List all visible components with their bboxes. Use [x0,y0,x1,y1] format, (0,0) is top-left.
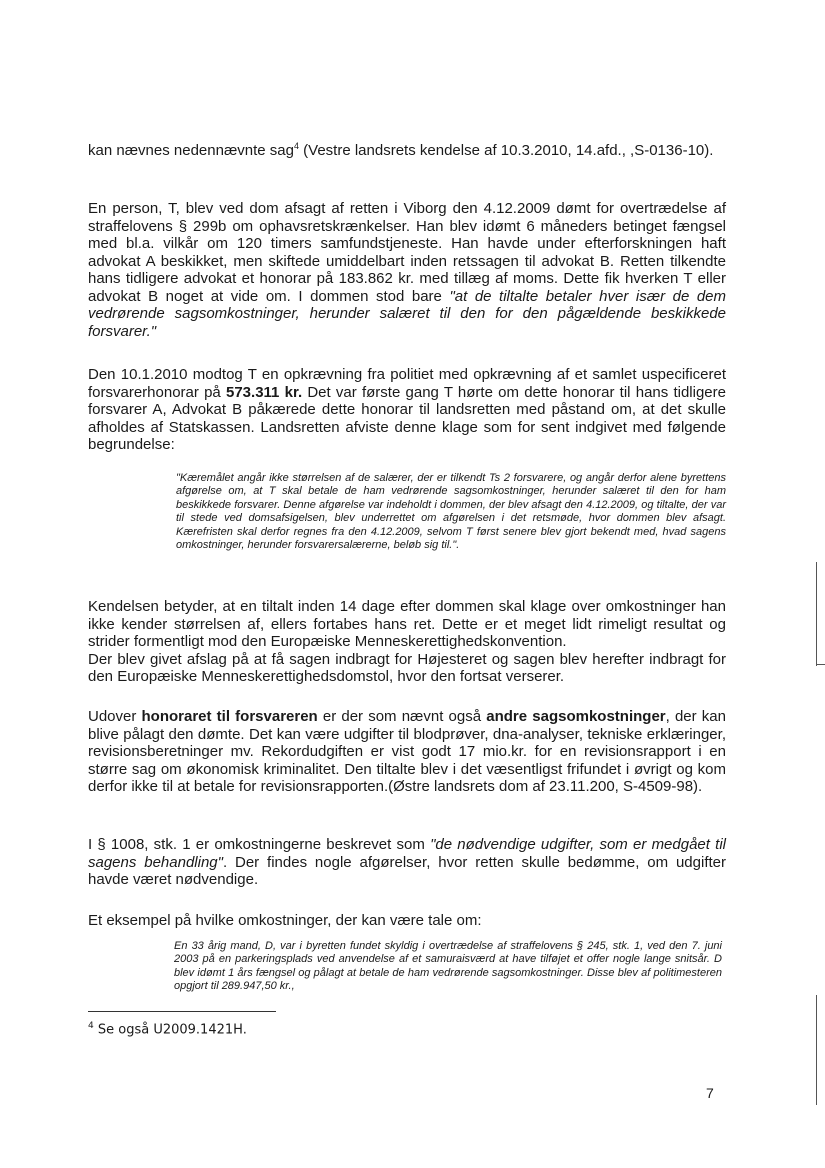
page-number: 7 [706,1085,714,1101]
quote-example-case: En 33 årig mand, D, var i byretten fundet skyldig i overtrædelse af straffelovens § 245, stk. 1, ved den 7. juni 2003 på en parkeringsplads ved anvendelse af et samuraisværd at have tilføjet et offer nogle lange snitsår. D blev idømt 1 års fængsel og pålagt at betale de ham vedrørende sagsomkostninger. Disse blev af politimesteren opgjort til 289.947,50 kr., [174,940,722,993]
footnote-number: 4 [88,1021,94,1031]
quote-court-ruling: "Kæremålet angår ikke størrelsen af de salærer, der er tilkendt Ts 2 forsvarere, og angår derfor alene byrettens afgørelse om, at T skal betale de ham vedrørende sagsomkostninger, herunder salæret til den for ham beskikkede forsvarer. Denne afgørelse var indeholdt i dommen, der blev afsagt den 4.12.2009, og tiltalte, der var til stede ved domsafsigelsen, blev underrettet om afgørelsen i det retsmøde, hvor dommen blev afsagt. Kærefristen skal derfor regnes fra den 4.12.2009, selvom T først senere blev gjort bekendt med, hvad sagens omkostninger, herunder forsvarersalærerne, beløb sig til.". [176,472,726,552]
footnote [88,1018,247,1038]
paragraph-example-intro: Et eksempel på hvilke omkostninger, der kan være tale om: [88,912,482,929]
footnote-divider [88,1011,276,1012]
fee-amount: 573.311 kr. [226,383,303,401]
paragraph-case-facts: En person, T, blev ved dom afsagt af retten i Viborg den 4.12.2009 dømt for overtrædelse af straffelovens § 299b om ophavsretskrænkelser. Han blev idømt 6 måneders betinget fængsel med bl.a. vilkår om 120 timers samfundstjeneste. Han havde under efterforskningen haft advokat A beskikket, men skiftede umiddelbart inden retssagen til advokat B. Retten tilkendte hans tidligere advokat et honorar på 183.862 kr. med tillæg af moms. Dette fik hverken T eller advokat B noget at vide om. I dommen stod bare "at de tiltalte betaler hver især de dem vedrørende sagsomkostninger, herunder salæret til den for den pågældende beskikkede forsvarer." [88,200,727,340]
paragraph-intro: kan nævnes nedennævnte sag$^4$ (Vestre landsrets kendelse af 10.3.2010, 14.afd., ,S-0136-10). [88,141,714,159]
margin-mark-lower [816,995,825,1105]
paragraph-ruling-meaning: Kendelsen betyder, at en tiltalt inden 14 dage efter dommen skal klage over omkostninger han ikke kender størrelsen af, ellers fortabes hans ret. Dette er et meget lidt rimeligt resultat og strider formentligt mod den Europæiske Menneskerettighedskonvention. Der blev givet afslag på at få sagen indbragt for Højesteret og sagen blev herefter indbragt for den Europæiske Menneskerettighedsdomstol, hvor den fortsat verserer. [88,598,726,685]
footnote-text: Se også U2009.1421H. [93,1022,247,1038]
paragraph-fee-claim: Den 10.1.2010 modtog T en opkrævning fra politiet med opkrævning af et samlet uspecificeret forsvarerhonorar på 573.311 kr. Det var første gang T hørte om dette honorar til hans tidligere forsvarer A, Advokat B påkærede dette honorar til landsretten med påstand om, at det skulle afholdes af Statskassen. Landsretten afviste denne klage som for sent indgivet med følgende begrundelse: [88,366,726,453]
footnote-ref[interactable]: 4 [293,141,299,151]
margin-mark [816,562,825,666]
paragraph-section-1008: I § 1008, stk. 1 er omkostningerne beskrevet som "de nødvendige udgifter, som er medgået til sagens behandling". Der findes nogle afgørelser, hvor retten skulle bedømme, om udgifter havde været nødvendige. [88,836,726,888]
paragraph-other-costs: Udover honoraret til forsvareren er der som nævnt også andre sagsomkostninger, der kan blive pålagt den dømte. Det kan være udgifter til blodprøver, dna-analyser, tekniske erklæringer, revisionsberetninger mv. Rekordudgiften er vist godt 17 mio.kr. for en revisionsrapport i en større sag om økonomisk kriminalitet. Den tiltalte blev i det væsentligst frifundet i øvrigt og kom derfor ikke til at betale for revisionsrapporten.(Østre landsrets dom af 23.11.200, S-4509-98). [88,708,726,795]
